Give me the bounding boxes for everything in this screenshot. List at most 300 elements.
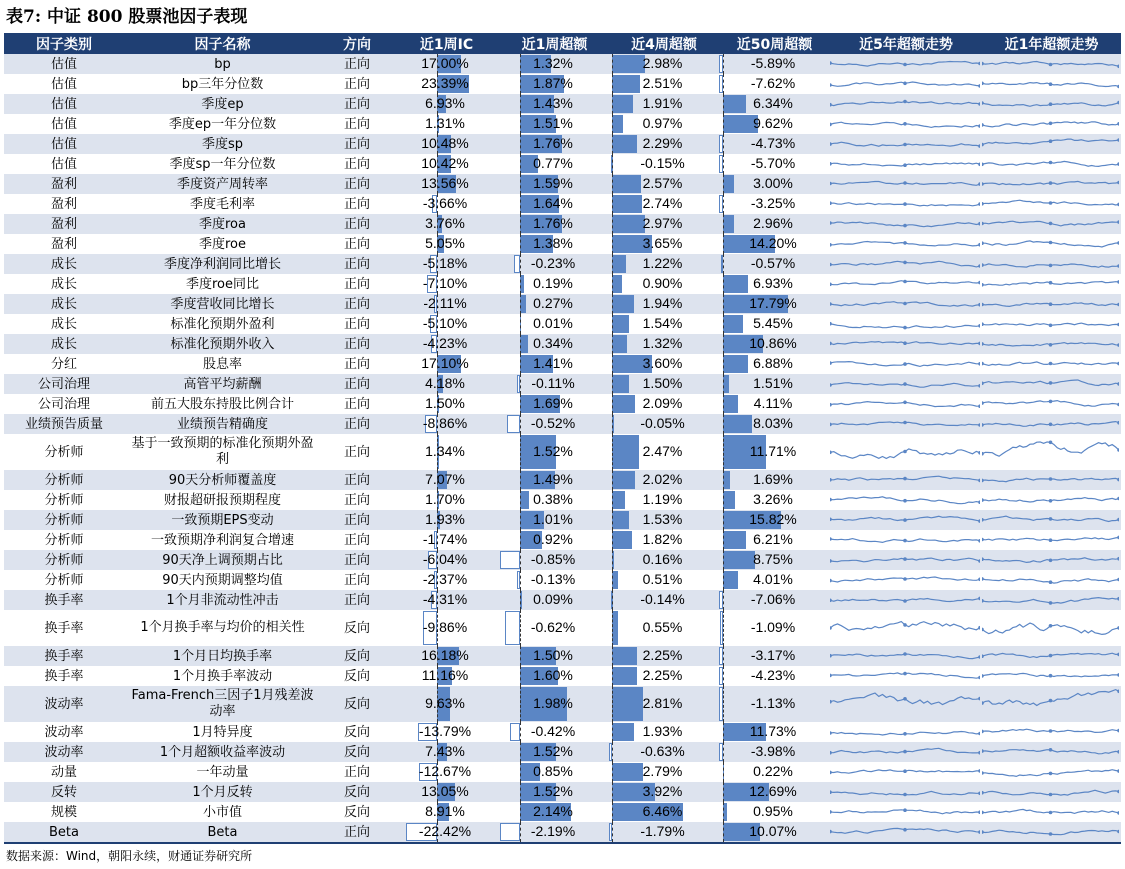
positive-bar <box>612 647 637 665</box>
sparkline-marker <box>978 84 980 88</box>
factor-name-cell: 90天分析师覆盖度 <box>124 470 321 490</box>
sparkline-chart <box>982 235 1119 253</box>
bar-zero-axis <box>520 434 521 470</box>
bar-value: 0.92% <box>533 531 573 547</box>
bar-value: 0.27% <box>533 295 573 311</box>
trend-1y-sparkline <box>982 214 1121 234</box>
sparkline-marker <box>1049 362 1053 366</box>
direction-cell: 正向 <box>321 762 393 782</box>
table-row <box>4 174 1121 194</box>
positive-bar <box>612 135 637 153</box>
bar-zero-axis <box>723 590 724 610</box>
excess-4w-cell <box>609 234 719 254</box>
bar-zero-axis <box>520 54 521 74</box>
sparkline-chart <box>982 55 1119 73</box>
sparkline-marker <box>903 599 907 603</box>
bar-zero-axis <box>612 434 613 470</box>
bar-zero-axis <box>520 114 521 134</box>
sparkline-chart <box>982 763 1119 781</box>
table-row <box>4 550 1121 570</box>
category-cell: 公司治理 <box>4 374 124 394</box>
bar-value: -0.42% <box>530 723 576 739</box>
bar-zero-axis <box>612 114 613 134</box>
excess-4w-cell <box>609 394 719 414</box>
sparkline-marker <box>903 163 907 167</box>
bar-value: 1.53% <box>642 511 683 527</box>
sparkline-marker <box>978 830 980 834</box>
trend-1y-sparkline <box>982 510 1121 530</box>
category-cell: 换手率 <box>4 646 124 666</box>
direction-cell: 正向 <box>321 274 393 294</box>
ic-1w-cell <box>393 274 500 294</box>
sparkline-chart <box>982 115 1119 133</box>
bar-value: -4.23% <box>422 335 468 351</box>
category-cell: 分析师 <box>4 434 124 470</box>
ic-1w-cell <box>393 114 500 134</box>
ic-1w-cell <box>393 194 500 214</box>
sparkline-marker <box>1117 101 1119 105</box>
bar-value: 17.10% <box>421 355 469 371</box>
bar-zero-axis <box>520 134 521 154</box>
sparkline-marker <box>982 577 984 581</box>
sparkline-chart <box>982 531 1119 549</box>
sparkline-marker <box>830 451 832 455</box>
sparkline-marker <box>903 828 907 832</box>
sparkline-marker <box>978 655 980 659</box>
bar-value: -2.37% <box>422 571 468 587</box>
header-row <box>4 33 1121 54</box>
excess-50w-cell <box>719 666 830 686</box>
category-cell: 盈利 <box>4 234 124 254</box>
direction-cell: 正向 <box>321 334 393 354</box>
factor-name-cell: 业绩预告精确度 <box>124 414 321 434</box>
bar-value: 2.09% <box>642 395 683 411</box>
sparkline-marker <box>903 539 907 543</box>
table-row <box>4 274 1121 294</box>
bar-zero-axis <box>723 762 724 782</box>
excess-4w-cell <box>609 570 719 590</box>
source-note: 数据来源：Wind，朝阳永续，财通证券研究所 <box>6 849 253 863</box>
sparkline-marker <box>982 143 984 147</box>
bar-zero-axis <box>612 274 613 294</box>
sparkline-marker <box>978 578 980 582</box>
header-ic-1w: 近1周IC <box>393 33 500 54</box>
sparkline-chart <box>830 95 980 113</box>
excess-1w-cell <box>500 666 609 686</box>
sparkline-marker <box>903 808 907 812</box>
table-row <box>4 490 1121 510</box>
bar-value: -22.42% <box>418 823 472 839</box>
factor-name-cell: 季度净利润同比增长 <box>124 254 321 274</box>
sparkline-marker <box>830 654 832 658</box>
bar-value: -5.89% <box>750 55 796 71</box>
bar-value: 1.50% <box>642 375 683 391</box>
sparkline-marker <box>1049 241 1053 245</box>
excess-4w-cell <box>609 114 719 134</box>
bar-value: 1.22% <box>642 255 683 271</box>
negative-bar <box>505 611 520 645</box>
sparkline-marker <box>982 654 984 658</box>
bar-value: 2.14% <box>533 803 573 819</box>
sparkline-marker <box>982 222 984 226</box>
sparkline-marker <box>903 672 907 676</box>
bar-value: -0.62% <box>530 619 576 635</box>
excess-4w-cell <box>609 274 719 294</box>
category-cell: 换手率 <box>4 590 124 610</box>
positive-bar <box>520 491 529 509</box>
direction-cell: 正向 <box>321 94 393 114</box>
bar-value: 2.25% <box>642 667 683 683</box>
sparkline-marker <box>982 101 984 105</box>
excess-50w-cell <box>719 550 830 570</box>
bar-zero-axis <box>723 334 724 354</box>
trend-1y-sparkline <box>982 762 1121 782</box>
excess-1w-cell <box>500 510 609 530</box>
table-row <box>4 354 1121 374</box>
sparkline-marker <box>978 281 980 285</box>
bar-zero-axis <box>723 354 724 374</box>
sparkline-marker <box>830 283 832 287</box>
sparkline-marker <box>903 769 907 773</box>
table-row <box>4 394 1121 414</box>
bar-zero-axis <box>520 530 521 550</box>
sparkline-marker <box>1117 220 1119 224</box>
positive-bar <box>612 375 629 393</box>
bar-zero-axis <box>612 414 613 434</box>
bar-zero-axis <box>723 722 724 742</box>
ic-1w-cell <box>393 802 500 822</box>
positive-bar <box>723 395 738 413</box>
positive-bar <box>612 687 643 721</box>
ic-1w-cell <box>393 134 500 154</box>
bar-value: 1.82% <box>642 531 683 547</box>
sparkline-marker <box>1117 557 1119 561</box>
bar-zero-axis <box>612 134 613 154</box>
trend-1y-sparkline <box>982 154 1121 174</box>
bar-value: -0.52% <box>530 415 576 431</box>
table-row <box>4 134 1121 154</box>
bar-zero-axis <box>612 802 613 822</box>
bar-zero-axis <box>723 214 724 234</box>
excess-1w-cell <box>500 154 609 174</box>
excess-4w-cell <box>609 254 719 274</box>
positive-bar <box>612 335 627 353</box>
sparkline-marker <box>1049 441 1053 445</box>
sparkline-chart <box>830 155 980 173</box>
ic-1w-cell <box>393 414 500 434</box>
positive-bar <box>723 571 737 589</box>
ic-1w-cell <box>393 354 500 374</box>
excess-4w-cell <box>609 782 719 802</box>
sparkline-marker <box>982 538 984 542</box>
trend-1y-sparkline <box>982 570 1121 590</box>
bar-value: 4.18% <box>425 375 465 391</box>
category-cell: 业绩预告质量 <box>4 414 124 434</box>
trend-1y-sparkline <box>982 234 1121 254</box>
trend-5y-sparkline <box>830 646 982 666</box>
ic-1w-cell <box>393 174 500 194</box>
trend-5y-sparkline <box>830 154 982 174</box>
bar-value: 1.52% <box>533 743 573 759</box>
bar-zero-axis <box>612 510 613 530</box>
bar-zero-axis <box>612 254 613 274</box>
header-trend-1y: 近1年超额走势 <box>982 33 1121 54</box>
direction-cell: 正向 <box>321 314 393 334</box>
bar-value: -1.13% <box>750 695 796 711</box>
excess-50w-cell <box>719 254 830 274</box>
positive-bar <box>612 255 625 273</box>
sparkline-marker <box>903 302 907 306</box>
table-row <box>4 54 1121 74</box>
trend-5y-sparkline <box>830 314 982 334</box>
factor-name-cell: 前五大股东持股比例合计 <box>124 394 321 414</box>
excess-4w-cell <box>609 686 719 722</box>
positive-bar <box>612 491 625 509</box>
bar-value: 2.81% <box>642 695 683 711</box>
positive-bar <box>723 531 745 549</box>
bar-value: 0.77% <box>533 155 573 171</box>
excess-4w-cell <box>609 550 719 570</box>
bar-value: 3.26% <box>753 491 793 507</box>
trend-5y-sparkline <box>830 666 982 686</box>
sparkline-chart <box>982 75 1119 93</box>
bar-value: 6.93% <box>425 95 465 111</box>
category-cell: 估值 <box>4 134 124 154</box>
trend-5y-sparkline <box>830 214 982 234</box>
excess-50w-cell <box>719 590 830 610</box>
direction-cell: 正向 <box>321 254 393 274</box>
excess-1w-cell <box>500 570 609 590</box>
bar-value: -4.31% <box>422 591 468 607</box>
excess-50w-cell <box>719 490 830 510</box>
sparkline-chart <box>982 215 1119 233</box>
bar-value: 2.51% <box>642 75 683 91</box>
sparkline-marker <box>830 361 832 365</box>
sparkline-marker <box>1117 241 1119 245</box>
sparkline-marker <box>903 499 907 503</box>
factor-name-cell: 季度sp一年分位数 <box>124 154 321 174</box>
category-cell: 成长 <box>4 314 124 334</box>
header-category: 因子类别 <box>4 33 124 54</box>
sparkline-marker <box>982 241 984 245</box>
sparkline-marker <box>1049 793 1053 797</box>
bar-zero-axis <box>723 550 724 570</box>
bar-value: -0.05% <box>640 415 685 431</box>
bar-value: -1.09% <box>750 619 796 635</box>
sparkline-marker <box>1117 729 1119 733</box>
sparkline-marker <box>982 771 984 775</box>
excess-1w-cell <box>500 394 609 414</box>
excess-1w-cell <box>500 590 609 610</box>
excess-1w-cell <box>500 414 609 434</box>
factor-name-cell: 1个月换手率与均价的相关性 <box>124 610 321 646</box>
sparkline-marker <box>978 202 980 206</box>
bar-value: 2.98% <box>642 55 683 71</box>
bar-zero-axis <box>723 646 724 666</box>
sparkline-marker <box>903 652 907 656</box>
bar-zero-axis <box>520 374 521 394</box>
excess-4w-cell <box>609 354 719 374</box>
bar-value: 1.50% <box>533 647 573 663</box>
trend-1y-sparkline <box>982 94 1121 114</box>
excess-4w-cell <box>609 490 719 510</box>
sparkline-marker <box>1049 201 1053 205</box>
direction-cell: 正向 <box>321 550 393 570</box>
category-cell: 盈利 <box>4 214 124 234</box>
ic-1w-cell <box>393 374 500 394</box>
bar-value: 6.46% <box>642 803 683 819</box>
direction-cell: 正向 <box>321 394 393 414</box>
bar-value: 1.38% <box>533 235 573 251</box>
bar-value: 12.69% <box>749 783 797 799</box>
table-title: 表7: 中证 800 股票池因子表现 <box>6 7 248 27</box>
bar-value: 1.91% <box>642 95 683 111</box>
sparkline-chart <box>982 355 1119 373</box>
excess-50w-cell <box>719 174 830 194</box>
bar-zero-axis <box>723 274 724 294</box>
excess-1w-cell <box>500 762 609 782</box>
sparkline-chart <box>830 491 980 509</box>
bar-value: 11.73% <box>749 723 797 739</box>
ic-1w-cell <box>393 214 500 234</box>
sparkline-chart <box>830 743 980 761</box>
excess-1w-cell <box>500 194 609 214</box>
bar-value: 1.54% <box>642 315 683 331</box>
direction-cell: 正向 <box>321 114 393 134</box>
sparkline-chart <box>982 551 1119 569</box>
bar-value: 2.96% <box>753 215 793 231</box>
bar-value: 1.51% <box>753 375 793 391</box>
sparkline-marker <box>830 559 832 563</box>
direction-cell: 正向 <box>321 530 393 550</box>
bar-value: 1.94% <box>642 295 683 311</box>
sparkline-marker <box>1117 362 1119 366</box>
sparkline-chart <box>982 723 1119 741</box>
excess-1w-cell <box>500 334 609 354</box>
bar-zero-axis <box>723 314 724 334</box>
sparkline-marker <box>830 83 832 87</box>
bar-value: 9.62% <box>753 115 793 131</box>
direction-cell: 正向 <box>321 174 393 194</box>
bar-zero-axis <box>723 666 724 686</box>
direction-cell: 正向 <box>321 134 393 154</box>
excess-1w-cell <box>500 294 609 314</box>
sparkline-chart <box>830 215 980 233</box>
category-cell: 分析师 <box>4 550 124 570</box>
excess-4w-cell <box>609 74 719 94</box>
bar-value: 1.32% <box>642 335 683 351</box>
bar-value: 0.85% <box>533 763 573 779</box>
ic-1w-cell <box>393 782 500 802</box>
category-cell: 盈利 <box>4 194 124 214</box>
sparkline-marker <box>978 124 980 128</box>
bar-value: -0.85% <box>530 551 576 567</box>
sparkline-chart <box>830 135 980 153</box>
direction-cell: 正向 <box>321 570 393 590</box>
sparkline-marker <box>830 221 832 225</box>
bar-value: 5.05% <box>425 235 465 251</box>
bar-value: 2.97% <box>642 215 683 231</box>
sparkline-marker <box>1117 65 1119 69</box>
ic-1w-cell <box>393 646 500 666</box>
sparkline-chart <box>830 115 980 133</box>
excess-1w-cell <box>500 686 609 722</box>
sparkline-marker <box>1117 343 1119 347</box>
bar-zero-axis <box>612 822 613 842</box>
bar-zero-axis <box>612 762 613 782</box>
category-cell: 公司治理 <box>4 394 124 414</box>
trend-1y-sparkline <box>982 274 1121 294</box>
sparkline-marker <box>982 382 984 386</box>
bar-zero-axis <box>723 610 724 646</box>
excess-1w-cell <box>500 490 609 510</box>
bar-value: -1.79% <box>640 823 685 839</box>
sparkline-chart <box>982 95 1119 113</box>
sparkline-chart <box>830 235 980 253</box>
category-cell: 成长 <box>4 334 124 354</box>
sparkline-marker <box>1117 403 1119 407</box>
bar-zero-axis <box>520 194 521 214</box>
table-row <box>4 414 1121 434</box>
bar-zero-axis <box>520 294 521 314</box>
trend-5y-sparkline <box>830 470 982 490</box>
factor-name-cell: 基于一致预期的标准化预期外盈利 <box>124 434 321 470</box>
bar-zero-axis <box>520 742 521 762</box>
sparkline-chart <box>982 471 1119 489</box>
sparkline-chart <box>982 743 1119 761</box>
bar-value: -0.57% <box>750 255 796 271</box>
header-direction: 方向 <box>321 33 393 54</box>
bar-value: 2.47% <box>642 443 683 459</box>
sparkline-marker <box>903 401 907 405</box>
bar-value: 9.63% <box>425 695 465 711</box>
trend-1y-sparkline <box>982 394 1121 414</box>
excess-4w-cell <box>609 762 719 782</box>
sparkline-marker <box>982 163 984 167</box>
bar-value: 1.31% <box>425 115 465 131</box>
sparkline-marker <box>982 730 984 734</box>
excess-50w-cell <box>719 742 830 762</box>
bar-value: 17.79% <box>749 295 797 311</box>
sparkline-chart <box>830 315 980 333</box>
sparkline-chart <box>982 255 1119 273</box>
factor-name-cell: bp三年分位数 <box>124 74 321 94</box>
table-row <box>4 742 1121 762</box>
bar-value: 2.79% <box>642 763 683 779</box>
sparkline-chart <box>830 55 980 73</box>
sparkline-chart <box>982 195 1119 213</box>
table-row <box>4 802 1121 822</box>
excess-4w-cell <box>609 134 719 154</box>
ic-1w-cell <box>393 434 500 470</box>
positive-bar <box>612 275 622 293</box>
trend-5y-sparkline <box>830 510 982 530</box>
trend-1y-sparkline <box>982 610 1121 646</box>
excess-4w-cell <box>609 742 719 762</box>
bar-zero-axis <box>612 374 613 394</box>
bar-value: 0.55% <box>642 619 683 635</box>
direction-cell: 反向 <box>321 782 393 802</box>
bar-value: 0.97% <box>642 115 683 131</box>
sparkline-marker <box>978 222 980 226</box>
sparkline-marker <box>1049 324 1053 328</box>
trend-5y-sparkline <box>830 74 982 94</box>
direction-cell: 正向 <box>321 590 393 610</box>
trend-5y-sparkline <box>830 490 982 510</box>
sparkline-marker <box>1117 122 1119 126</box>
sparkline-marker <box>903 181 907 185</box>
trend-1y-sparkline <box>982 434 1121 470</box>
